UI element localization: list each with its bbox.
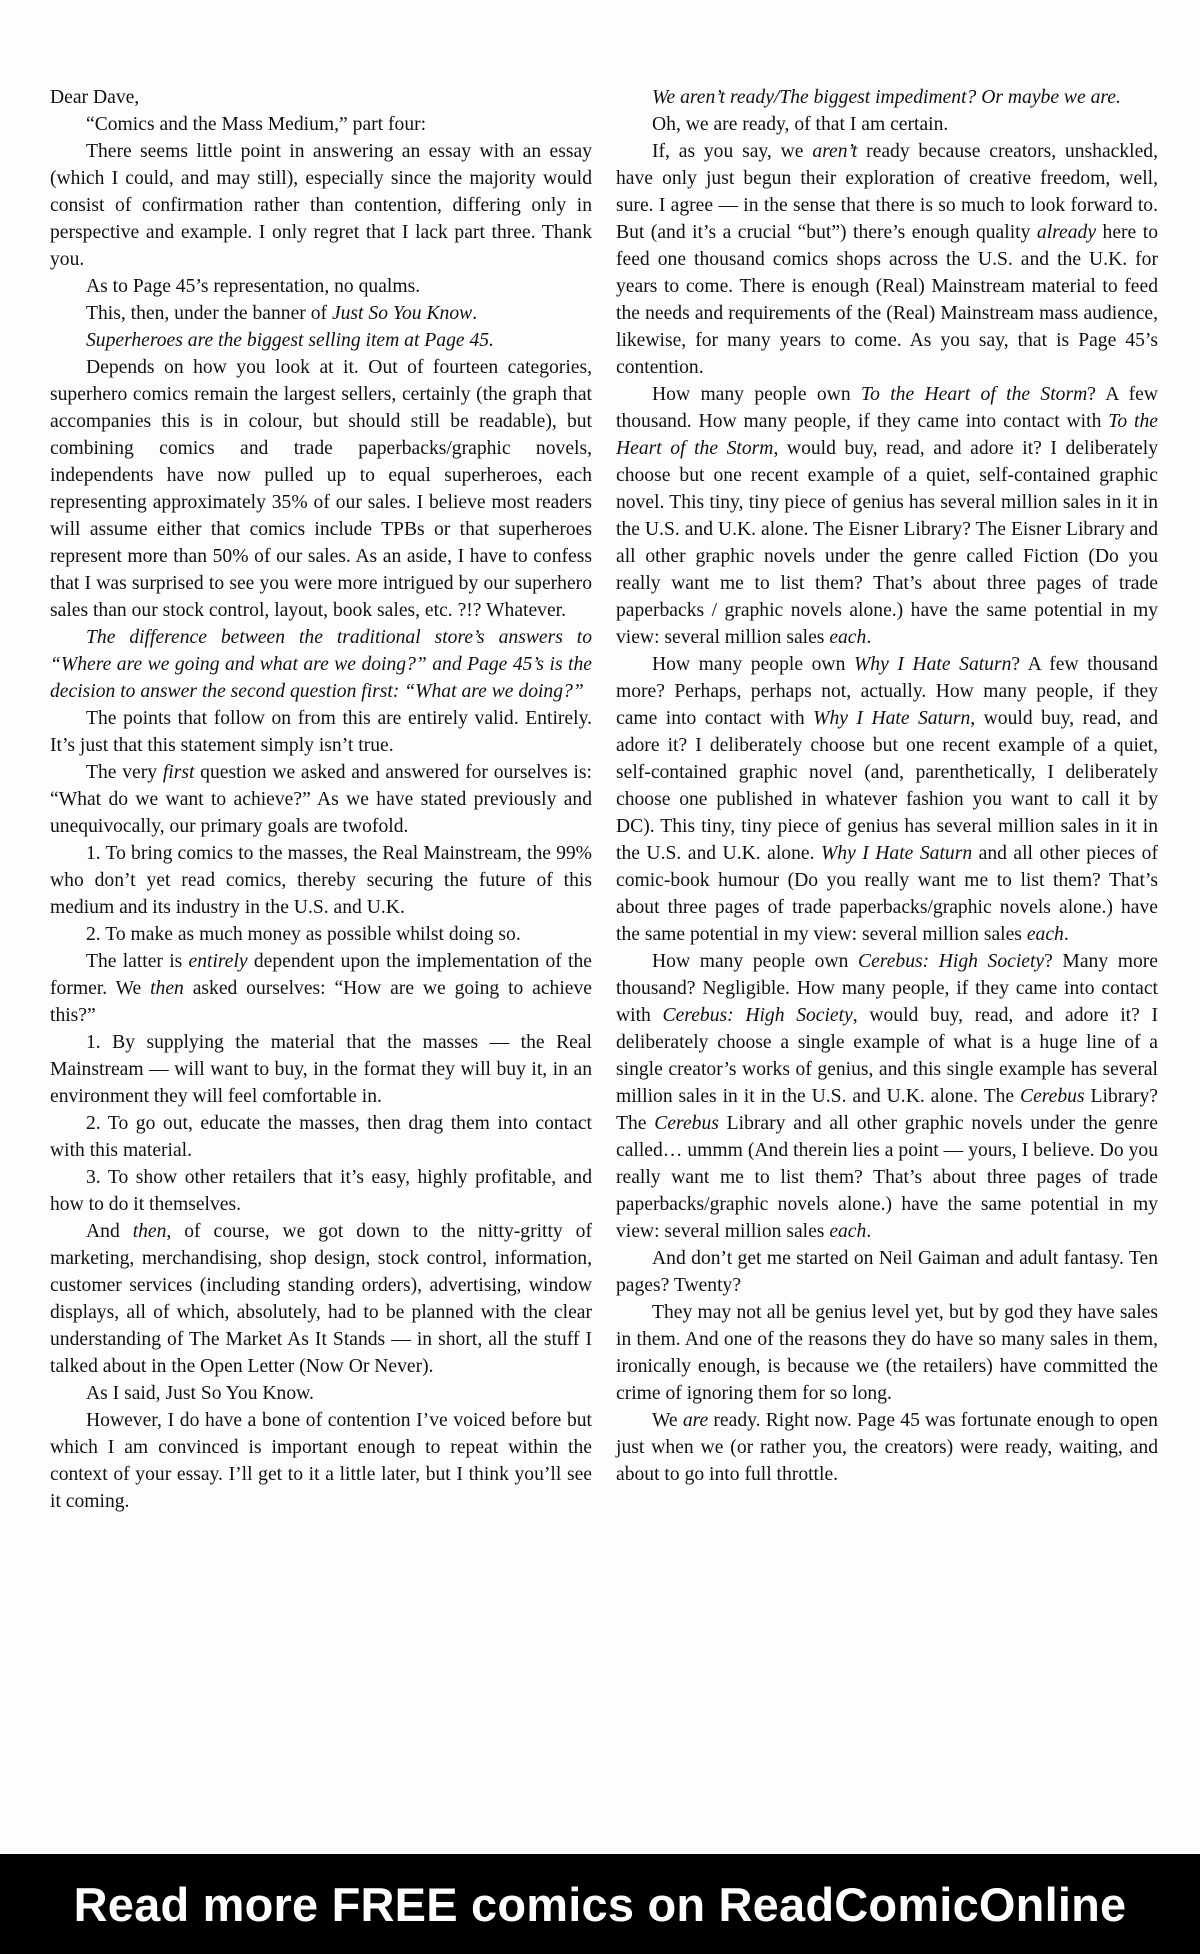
paragraph: There seems little point in answering an essay with an essay (which I could, and may still), especially since the majority would consist of confirmation rather than contention, differing only in perspective and example. I only regret that I lack part three. Thank you. bbox=[50, 141, 592, 270]
paragraph: As to Page 45’s representation, no qualms. bbox=[86, 276, 421, 297]
paragraph: They may not all be genius level yet, but by god they have sales in them. And one of the reasons they do have so many sales in them, ironically enough, is because we (the retailers) have committed the crime of ignoring them for so long. bbox=[616, 1302, 1158, 1404]
paragraph: Superheroes are the biggest selling item at Page 45. bbox=[86, 330, 494, 351]
paragraph: 1. To bring comics to the masses, the Real Mainstream, the 99% who don’t yet read comics, thereby securing the future of this medium and its industry in the U.S. and U.K. bbox=[50, 843, 592, 918]
left-text-column bbox=[50, 84, 592, 1515]
paragraph: We aren’t ready/The biggest impediment? Or maybe we are. bbox=[652, 87, 1121, 108]
paragraph: How many people own Why I Hate Saturn? A few thousand more? Perhaps, perhaps not, actually. How many people, if they came into contact with Why I Hate Saturn, would buy, read, and adore it? I deliberately choose but one recent example of a quiet, self-contained graphic novel (and, parenthetically, I deliberately choose one published in whatever fashion you want to call it by DC). This tiny, tiny piece of genius has several million sales in it in the U.S. and U.K. alone. Why I Hate Saturn and all other pieces of comic-book humour (Do you really want me to list them? That’s about three pages of trade paperbacks/graphic novels alone.) have the same potential in my view: several million sales each. bbox=[616, 654, 1158, 945]
right-text-column bbox=[616, 84, 1158, 1488]
paragraph: The points that follow on from this are entirely valid. Entirely. It’s just that this statement simply isn’t true. bbox=[50, 708, 592, 756]
paragraph: Oh, we are ready, of that I am certain. bbox=[652, 114, 949, 135]
paragraph: The very first question we asked and answered for ourselves is: “What do we want to achieve?” As we have stated previously and unequivocally, our primary goals are twofold. bbox=[50, 762, 592, 837]
paragraph: The latter is entirely dependent upon the implementation of the former. We then asked ourselves: “How are we going to achieve this?” bbox=[50, 951, 592, 1026]
paragraph: How many people own To the Heart of the Storm? A few thousand. How many people, if they came into contact with To the Heart of the Storm, would buy, read, and adore it? I deliberately choose but one recent example of a quiet, self-contained graphic novel. This tiny, tiny piece of genius has several million sales in it in the U.S. and U.K. alone. The Eisner Library? The Eisner Library and all other graphic novels under the genre called Fiction (Do you really want me to list them? That’s about three pages of trade paperbacks / graphic novels alone.) have the same potential in my view: several million sales each. bbox=[616, 384, 1158, 648]
paragraph: Dear Dave, bbox=[50, 87, 140, 108]
paragraph: 1. By supplying the material that the masses — the Real Mainstream — will want to buy, in the format they will buy it, in an environment they will feel comfortable in. bbox=[50, 1032, 592, 1107]
paragraph: As I said, Just So You Know. bbox=[86, 1383, 314, 1404]
paragraph: We are ready. Right now. Page 45 was fortunate enough to open just when we (or rather you, the creators) were ready, waiting, and about to go into full throttle. bbox=[616, 1410, 1158, 1485]
paragraph: And don’t get me started on Neil Gaiman and adult fantasy. Ten pages? Twenty? bbox=[616, 1248, 1158, 1296]
paragraph: This, then, under the banner of Just So You Know. bbox=[86, 303, 478, 324]
paragraph: If, as you say, we aren’t ready because creators, unshackled, have only just begun their exploration of creative freedom, well, sure. I agree — in the sense that there is so much to look forward to. But (and it’s a crucial “but”) there’s enough quality already here to feed one thousand comics shops across the U.S. and the U.K. for years to come. There is enough (Real) Mainstream material to feed the needs and requirements of the (Real) Mainstream mass audience, likewise, for many years to come. As you say, that is Page 45’s contention. bbox=[616, 141, 1158, 378]
paragraph: How many people own Cerebus: High Society? Many more thousand? Negligible. How many people, if they came into contact with Cerebus: High Society, would buy, read, and adore it? I deliberately choose a single example of what is a huge line of a single creator’s works of genius, and this single example has several million sales in it in the U.S. and U.K. alone. The Cerebus Library? The Cerebus Library and all other graphic novels under the genre called… ummm (And therein lies a point — yours, I believe. Do you really want me to list them? That’s about three pages of trade paperbacks/graphic novels alone.) have the same potential in my view: several million sales each. bbox=[616, 951, 1158, 1242]
paragraph: And then, of course, we got down to the nitty-gritty of marketing, merchandising, shop design, stock control, information, customer services (including standing orders), advertising, window displays, all of which, absolutely, had to be planned with the clear understanding of The Market As It Stands — in short, all the stuff I talked about in the Open Letter (Now Or Never). bbox=[50, 1221, 592, 1377]
paragraph: The difference between the traditional store’s answers to “Where are we going and what are we doing?” and Page 45’s is the decision to answer the second question first: “What are we doing?” bbox=[50, 627, 592, 702]
paragraph: 2. To make as much money as possible whilst doing so. bbox=[86, 924, 521, 945]
footer-banner[interactable]: Read more FREE comics on ReadComicOnline bbox=[0, 1854, 1200, 1954]
paragraph: 2. To go out, educate the masses, then drag them into contact with this material. bbox=[50, 1113, 592, 1161]
paragraph: However, I do have a bone of contention I’ve voiced before but which I am convinced is important enough to repeat within the context of your essay. I’ll get to it a little later, but I think you’ll see it coming. bbox=[50, 1410, 592, 1512]
paragraph: Depends on how you look at it. Out of fourteen categories, superhero comics remain the largest sellers, certainly (the graph that accompanies this is in colour, but should still be readable), but combining comics and trade paperbacks/graphic novels, independents have now pulled up to equal superheroes, each representing approximately 35% of our sales. I believe most readers will assume either that comics include TPBs or that superheroes represent more than 50% of our sales. As an aside, I have to confess that I was surprised to see you were more intrigued by our superhero sales than our stock control, layout, book sales, etc. ?!? Whatever. bbox=[50, 357, 592, 621]
paragraph: “Comics and the Mass Medium,” part four: bbox=[86, 114, 427, 135]
paragraph: 3. To show other retailers that it’s easy, highly profitable, and how to do it themselves. bbox=[50, 1167, 592, 1215]
